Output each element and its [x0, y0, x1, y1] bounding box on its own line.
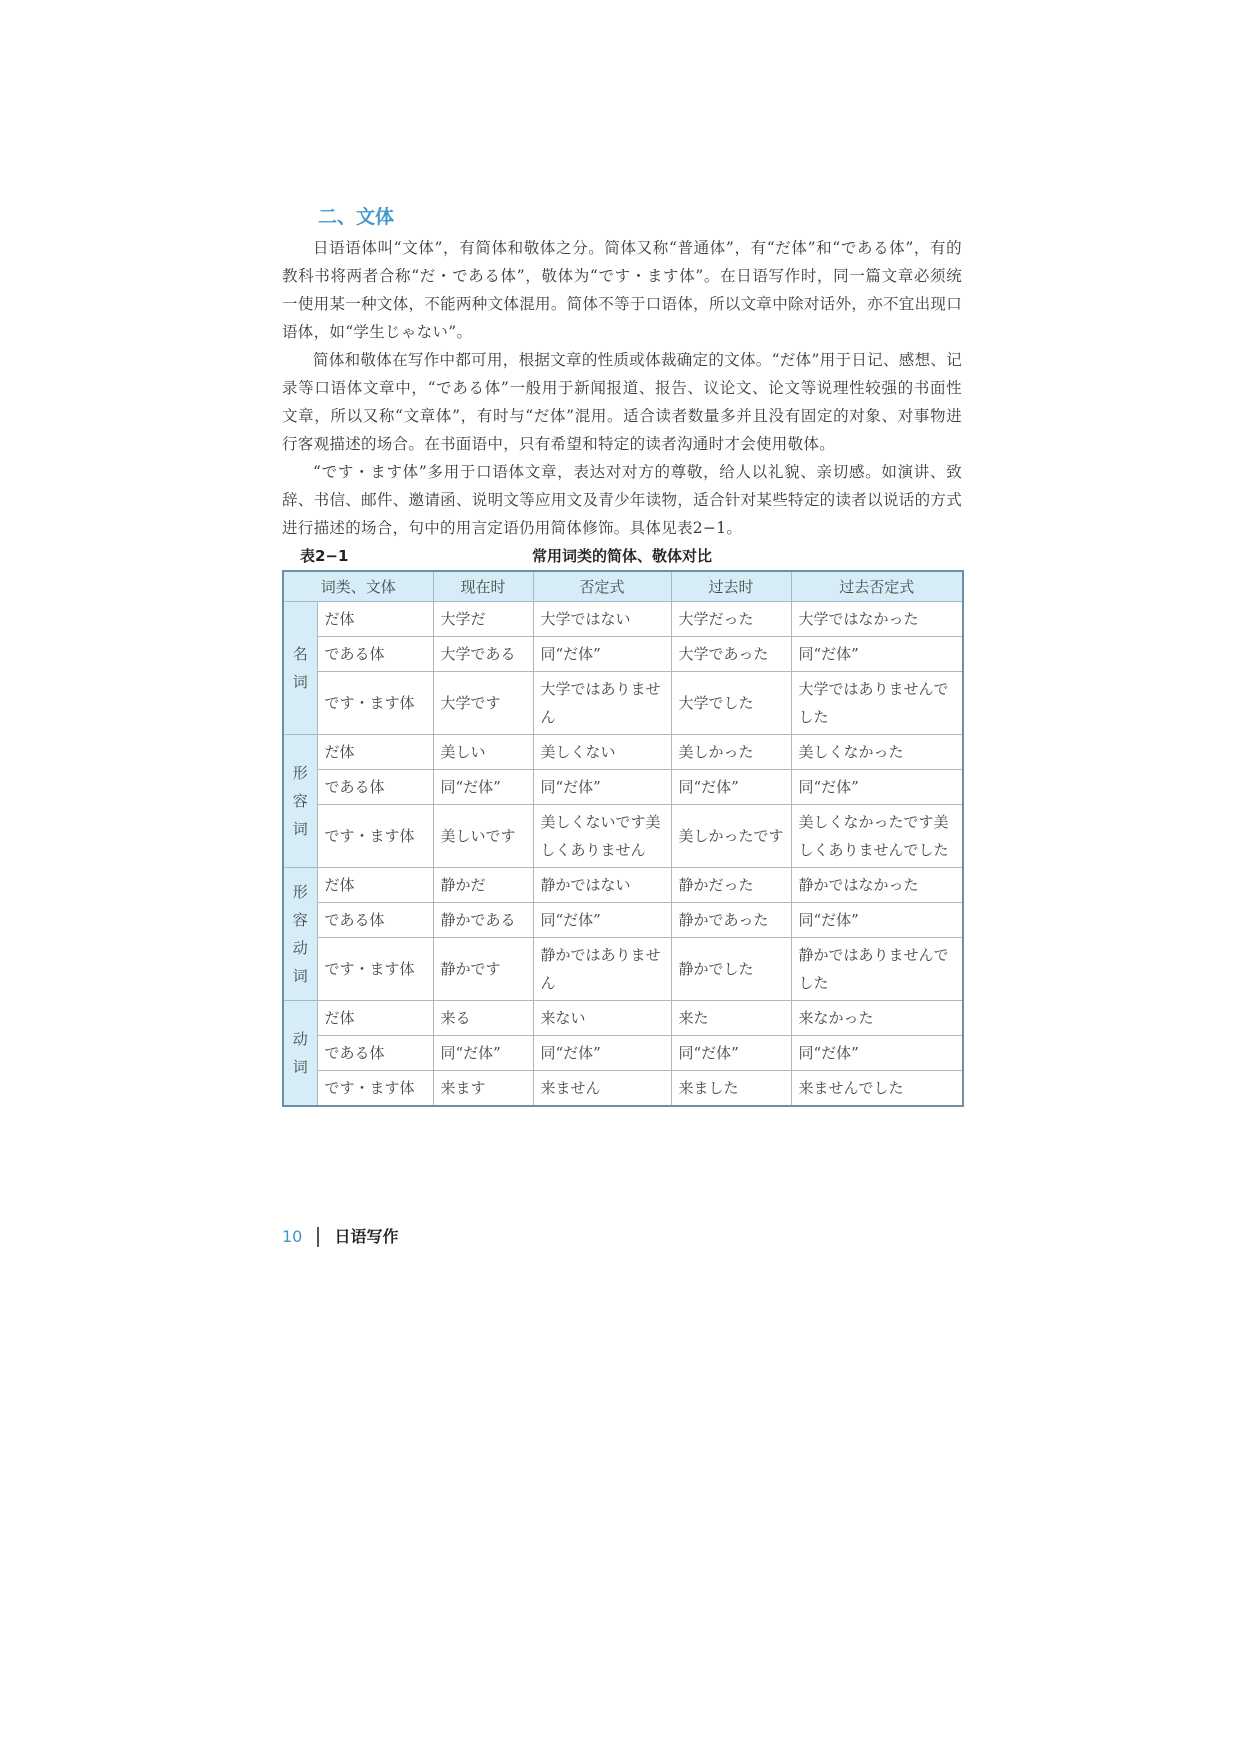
style-cell: だ体: [317, 1001, 433, 1036]
page-footer: [282, 1225, 399, 1249]
table-cell: 静かではありませんでした: [791, 938, 963, 1001]
style-cell: である体: [317, 903, 433, 938]
style-cell: です・ます体: [317, 805, 433, 868]
table-cell: 静かではない: [533, 868, 671, 903]
table-cell: 来ない: [533, 1001, 671, 1036]
table-row: [283, 770, 963, 805]
table-cell: 同“だ体”: [533, 637, 671, 672]
table-cell: 同“だ体”: [791, 1036, 963, 1071]
style-cell: だ体: [317, 868, 433, 903]
table-cell: 美しかったです: [671, 805, 791, 868]
table-cell: 同“だ体”: [533, 903, 671, 938]
category-char: 容: [292, 911, 308, 929]
style-cell: です・ます体: [317, 938, 433, 1001]
table-cell: 大学だ: [433, 602, 533, 637]
category-char: 动: [292, 939, 308, 957]
header-cell: 否定式: [533, 571, 671, 602]
table-cell: 大学でした: [671, 672, 791, 735]
table-body: [283, 602, 963, 1107]
style-cell: だ体: [317, 602, 433, 637]
table-cell: 静かであった: [671, 903, 791, 938]
table-cell: 同“だ体”: [671, 770, 791, 805]
section-heading: 二、文体: [318, 206, 395, 228]
category-char: 形: [292, 883, 308, 901]
table-row: [283, 672, 963, 735]
style-cell: である体: [317, 637, 433, 672]
table-row: [283, 637, 963, 672]
table-cell: 来ました: [671, 1071, 791, 1107]
category-cell: [283, 868, 317, 1001]
table-cell: 美しい: [433, 735, 533, 770]
category-label: [292, 759, 308, 843]
table-cell: 静かです: [433, 938, 533, 1001]
style-cell: です・ます体: [317, 1071, 433, 1107]
table-cell: 静かである: [433, 903, 533, 938]
table-cell: 同“だ体”: [791, 903, 963, 938]
style-cell: である体: [317, 770, 433, 805]
category-label: [292, 878, 308, 990]
table-cell: 来ませんでした: [791, 1071, 963, 1107]
table-cell: 同“だ体”: [791, 637, 963, 672]
table-cell: 美しくなかった: [791, 735, 963, 770]
table-cell: 同“だ体”: [533, 770, 671, 805]
category-char: 词: [292, 1058, 308, 1076]
header-cell: 过去否定式: [791, 571, 963, 602]
table-cell: 同“だ体”: [433, 770, 533, 805]
paragraph-1: 日语语体叫“文体”，有简体和敬体之分。简体又称“普通体”，有“だ体”和“である体”，有的教科书将两者合称“だ・である体”，敬体为“です・ます体”。在日语写作时，同一篇文章必须统一使用某一种文体，不能两种文体混用。简体不等于口语体，所以文章中除对话外，亦不宜出现口语体，如“学生じゃない”。: [282, 239, 962, 341]
table-row: [283, 1071, 963, 1107]
table-cell: 美しいです: [433, 805, 533, 868]
table-row: [283, 903, 963, 938]
category-char: 词: [292, 673, 308, 691]
category-label: [292, 1025, 308, 1081]
category-cell: [283, 735, 317, 868]
table-cell: 大学ではありません: [533, 672, 671, 735]
table-cell: 静かだった: [671, 868, 791, 903]
table-row: [283, 938, 963, 1001]
paragraph-2: 简体和敬体在写作中都可用，根据文章的性质或体裁确定的文体。“だ体”用于日记、感想、记录等口语体文章中，“である体”一般用于新闻报道、报告、议论文、论文等说理性较强的书面性文章，所以又称“文章体”，有时与“だ体”混用。适合读者数量多并且没有固定的对象、对事物进行客观描述的场合。在书面语中，只有希望和特定的读者沟通时才会使用敬体。: [282, 351, 962, 453]
table-cell: 大学です: [433, 672, 533, 735]
category-char: 动: [292, 1030, 308, 1048]
header-cell: 词类、文体: [283, 571, 433, 602]
table-row: [283, 805, 963, 868]
table-cell: 同“だ体”: [533, 1036, 671, 1071]
page-content: [282, 204, 962, 1107]
table-cell: 美しくないです美しくありません: [533, 805, 671, 868]
style-cell: だ体: [317, 735, 433, 770]
table-cell: 来ます: [433, 1071, 533, 1107]
category-char: 词: [292, 967, 308, 985]
category-cell: [283, 1001, 317, 1107]
table-cell: 美しくない: [533, 735, 671, 770]
table-title: 常用词类的简体、敬体对比: [531, 547, 712, 565]
table-cell: 来なかった: [791, 1001, 963, 1036]
table-cell: 美しかった: [671, 735, 791, 770]
table-cell: 静かではありません: [533, 938, 671, 1001]
table-cell: 同“だ体”: [671, 1036, 791, 1071]
table-cell: 大学であった: [671, 637, 791, 672]
footer-divider: [317, 1227, 319, 1247]
table-cell: 大学ではありませんでした: [791, 672, 963, 735]
table-cell: 静かではなかった: [791, 868, 963, 903]
style-cell: である体: [317, 1036, 433, 1071]
table-cell: 大学だった: [671, 602, 791, 637]
table-cell: 来ません: [533, 1071, 671, 1107]
table-row: [283, 602, 963, 637]
table-cell: 来る: [433, 1001, 533, 1036]
category-label: [292, 640, 308, 696]
table-cell: 大学である: [433, 637, 533, 672]
category-char: 词: [292, 820, 308, 838]
paragraph-3: “です・ます体”多用于口语体文章，表达对对方的尊敬，给人以礼貌、亲切感。如演讲、致辞、书信、邮件、邀请函、说明文等应用文及青少年读物，适合针对某些特定的读者以说话的方式进行描述的场合，句中的用言定语仍用简体修饰。具体见表2−1。: [282, 463, 962, 537]
table-cell: 静かでした: [671, 938, 791, 1001]
table-caption: [282, 544, 962, 568]
table-row: [283, 1001, 963, 1036]
header-cell: 现在时: [433, 571, 533, 602]
table-cell: 来た: [671, 1001, 791, 1036]
table-cell: 大学ではない: [533, 602, 671, 637]
comparison-table: [282, 570, 964, 1107]
table-cell: 大学ではなかった: [791, 602, 963, 637]
table-row: [283, 735, 963, 770]
table-row: [283, 1036, 963, 1071]
table-row: [283, 868, 963, 903]
book-title: 日语写作: [334, 1227, 399, 1246]
page-number: 10: [282, 1227, 303, 1246]
table-number: 表2−1: [300, 547, 349, 565]
header-cell: 过去时: [671, 571, 791, 602]
category-char: 容: [292, 792, 308, 810]
category-cell: [283, 602, 317, 735]
table-cell: 同“だ体”: [791, 770, 963, 805]
table-cell: 静かだ: [433, 868, 533, 903]
category-char: 形: [292, 764, 308, 782]
style-cell: です・ます体: [317, 672, 433, 735]
category-char: 名: [292, 645, 308, 663]
table-cell: 同“だ体”: [433, 1036, 533, 1071]
table-cell: 美しくなかったです美しくありませんでした: [791, 805, 963, 868]
